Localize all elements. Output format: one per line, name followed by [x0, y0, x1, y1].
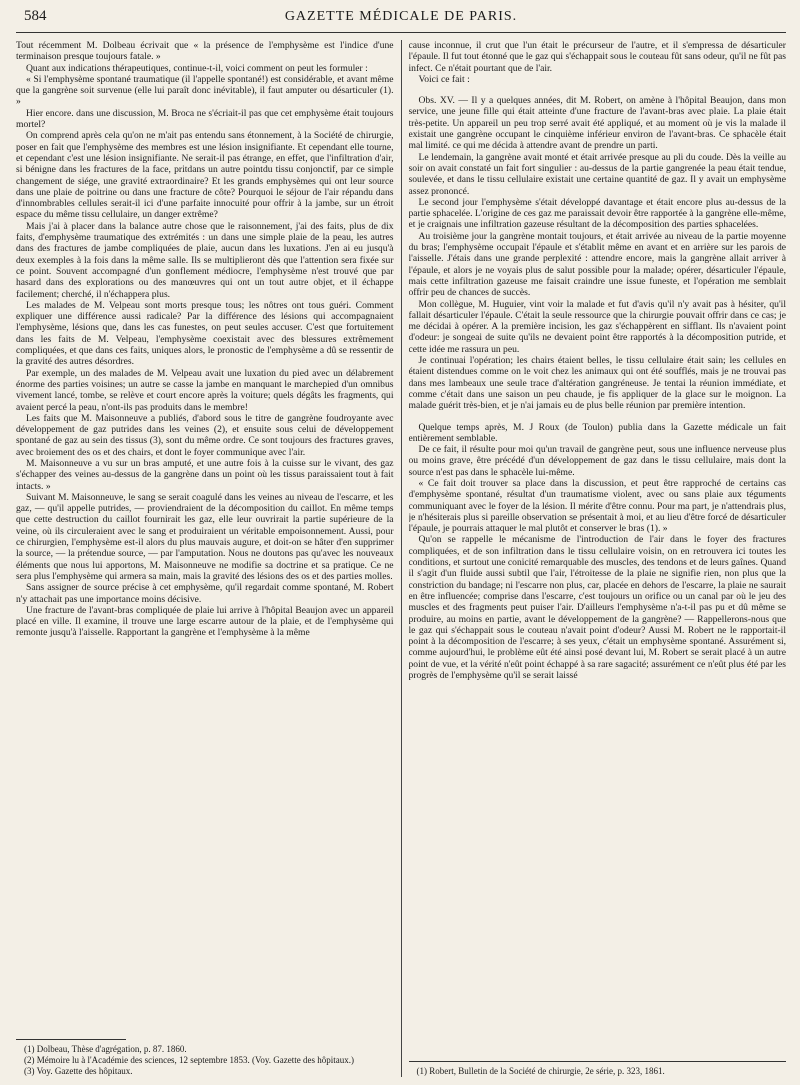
footnote: (1) Robert, Bulletin de la Société de chirurgie, 2e série, p. 323, 1861.	[416, 1066, 665, 1076]
paragraph: M. Maisonneuve a vu sur un bras amputé, et une autre fois à la cuisse sur le vivant, des gaz s'échapper des veines au-dessus de la gangrène dans un point où les tissus paraissaient tout à fait intacts. »	[16, 457, 394, 492]
left-column	[16, 40, 394, 1077]
paragraph: On comprend après cela qu'on ne m'ait pas entendu sans étonnement, à la Société de chirurgie, poser en fait que l'emphysème des membres est une lésion insignifiante. Et cependant elle tourne, et cependant c'est une lésion insignifiante. Ne serait-il pas étrange, en effet, que l'infiltration d'air, si bénigne dans les fractures de la face, pritdans un autre pointdu tissu conjonctif, par ce simple changement de siége, une gravité extraordinaire? Et les grands emphysèmes qui ont leur source dans une plaie de poitrine ou dans une fracture de côte? Pourquoi le séjour de l'air répandu dans d'innombrables cellules serait-il ici d'une parfaite innocuité pour offrir à la jambe, sur un étroit espace du même tissu cellulaire, un danger extrême?	[16, 130, 394, 221]
two-column-body	[16, 40, 786, 1077]
paragraph: Mon collègue, M. Huguier, vint voir la malade et fut d'avis qu'il n'y avait pas à hésiter, qu'il fallait désarticuler l'épaule. C'était la seule ressource que la chirurgie pouvait offrir dans ce cas; je me décidai à opérer. A la première incision, les gaz s'échappèrent en sifflant. Ils n'avaient point d'odeur: je songeai de suite qu'ils ne devaient point être rapportés à la décomposition putride, et cette idée me rassura un peu.	[408, 298, 787, 355]
paragraph: Quant aux indications thérapeutiques, continue-t-il, voici comment on peut les formuler :	[26, 62, 368, 74]
paragraph: Au troisième jour la gangrène montait toujours, et était arrivée au niveau de la partie moyenne du bras; l'emphysème occupait l'épaule et s'établit même en avant et en arrière sur les parois de l'aisselle. J'étais dans une grande perplexité : attendre encore, mais la gangrène allait arriver à l'épaule, et alors je ne voyais plus de salut possible pour la malade; opérer, désarticuler l'épaule, mais cette infiltration gazeuse me faisait craindre une issue funeste, et l'opération me semblait offrir peu de chances de succès.	[408, 230, 787, 299]
footnote-rule	[16, 1039, 126, 1040]
paragraph: Le lendemain, la gangrène avait monté et était arrivée presque au pli du coude. Dès la veille au soir on avait constaté un fait fort singulier : au-dessus de la partie gangrenée la peau était tendue, soulevée, et dans le tissu cellulaire existait une certaine quantité de gaz. Il y avait un emphysème assez prononcé.	[408, 151, 787, 197]
paragraph: cause inconnue, il crut que l'un était le précurseur de l'autre, et il s'empressa de désarticuler l'épaule. Il fut tout étonné que le gaz qui s'échappait sous le couteau fût sans odeur, qu'il ne fût pas infect. Ce n'était pourtant que de l'air.	[408, 40, 787, 74]
footnote: (2) Mémoire lu à l'Académie des sciences, 12 septembre 1853. (Voy. Gazette des hôpitaux.)	[24, 1055, 355, 1065]
quote-paragraph: « Ce fait doit trouver sa place dans la discussion, et peut être rapproché de certains cas d'emphysème spontané, résultat d'un traumatisme violent, avec ou sans plaie aux téguments communiquant avec le foyer de la lésion. Il mérite d'être connu. Pour ma part, je n'attendrais plus, je n'hésiterais plus si pareille observation se présentait à moi, et au lieu d'être forcé de désarticuler l'épaule, je pourrais attaquer le mal plutôt et conserver le bras (1). »	[408, 477, 787, 535]
left-column-text	[16, 40, 394, 639]
paragraph: De ce fait, il résulte pour moi qu'un travail de gangrène peut, sous une influence nerveuse plus ou moins grave, être précédé d'un développement de gaz dans le tissu cellulaire, mais dont la source n'est pas dans le sphacèle lui-même.	[408, 444, 787, 478]
paragraph: Suivant M. Maisonneuve, le sang se serait coagulé dans les veines au niveau de l'escarre, et les gaz, — qu'il appelle putrides, — proviendraient de la décomposition du caillot. En même temps que cette destruction du caillot fournirait les gaz, elle leur ouvrirait la partie supérieure de la veine, où ils circuleraient avec le sang et produiraient un véritable empoisonnement. Aussi, pour ce chirurgien, l'emphysème est-il alors du plus mauvais augure, et doit-on se hâter d'en supprimer la source, — la prétendue source, — par l'amputation. Nous ne doutons pas qu'avec les nouveaux éléments que nous lui apportons, M. Maisonneuve ne modifie sa doctrine et sa pratique. Ce ne sera plus l'emphysème qui armera sa main, mais la gravité des lésions des os et des parties molles.	[16, 491, 394, 582]
paragraph: Hier encore. dans une discussion, M. Broca ne s'écriait-il pas que cet emphysème était toujours mortel?	[16, 107, 394, 131]
paragraph: Une fracture de l'avant-bras compliquée de plaie lui arrive à l'hôpital Beaujon avec un appareil placé en ville. Il examine, il trouve une large escarre autour de la plaie, et de l'emphysème qui remonte jusqu'à l'aisselle. Rapportant la gangrène et l'emphysème à la même	[16, 604, 394, 639]
page-header	[16, 6, 786, 33]
paragraph: Tout récemment M. Dolbeau écrivait que « la présence de l'emphysème est l'indice d'une terminaison presque toujours fatale. »	[16, 40, 394, 63]
paragraph: Qu'on se rappelle le mécanisme de l'introduction de l'air dans le foyer des fractures compliquées, et de son infiltration dans le tissu cellulaire voisin, on en retrouvera ici toutes les conditions, et surtout une conicité remarquable des muscles, des tendons et de leurs gaînes. Quand il s'agit d'un fluide aussi subtil que l'air, l'étroitesse de la plaie ne signifie rien, non plus que la constriction du bandage; ni l'escarre non plus, car, placée en dehors de l'escarre, la plaie ne saurait en être influencée; comprise dans l'escarre, c'est toujours un orifice ou un canal par où le jeu des muscles et des fragments peut puiser l'air. D'ailleurs l'emphysème n'a-t-il pas pu et dû même se produire, au moins en partie, avant le développement de la gangrène? — Rappellerons-nous que le gaz qui s'échappait sous le couteau n'avait point d'odeur? Aussi M. Robert ne le rapportait-il point à la décomposition de l'escarre; à ses yeux, c'était un emphysème spontané. Assurément si, comme aujourd'hui, le problème eût été ainsi posé devant lui, M. Robert se serait placé à un autre point de vue, et la vérité n'eût point échappé à sa rare sagacité; assurément ce n'eût plus été par les progrès de l'emphysème qu'il se serait laissé	[408, 534, 787, 682]
quote-paragraph: « Si l'emphysème spontané traumatique (il l'appelle spontané!) est considérable, et avant même que la gangrène soit survenue (elle lui paraît donc inévitable), il faut amputer ou désarticuler (1). »	[16, 73, 394, 108]
paragraph: Voici ce fait :	[418, 73, 470, 85]
paragraph: Par exemple, un des malades de M. Velpeau avait une luxation du pied avec un délabrement énorme des parties voisines; un autre se casse la jambe en manquant le marchepied d'un omnibus vivement lancé, tombe, se relève et court encore après la voiture; quels dégâts les fragments, qui avaient percé la peau, n'ont-ils pas produits dans le membre!	[16, 367, 394, 413]
right-column	[409, 40, 787, 1077]
right-footnotes	[409, 1061, 787, 1077]
paragraph: Je continuai l'opération; les chairs étaient belles, le tissu cellulaire était sain; les cellules en étaient distendues comme on le voit chez les animaux qui ont été soufflés, mais je ne trouvai pas dans mes lambeaux une seule trace d'altération gangréneuse. Je tentai la réunion immédiate, et comme c'était dans une saison un peu chaude, je fis appliquer de la glace sur le moignon. La malade guérit très-bien, et je n'ai jamais eu de plus belle réunion par première intention.	[408, 355, 787, 412]
paragraph: Les faits que M. Maisonneuve a publiés, d'abord sous le titre de gangrène foudroyante avec développement de gaz putrides dans les veines (2), et ensuite sous celui de développement spontané de gaz au sein des tissus (3), sont du même ordre. Ce sont toujours des fractures graves, avec broiement des os et des chairs, et dont le foyer communique avec l'air.	[16, 412, 394, 458]
footnote: (3) Voy. Gazette des hôpitaux.	[24, 1066, 133, 1076]
paragraph: Les malades de M. Velpeau sont morts presque tous; les nôtres ont tous guéri. Comment expliquer une différence aussi radicale? Par la différence des lésions qui accompagnaient l'emphysème, lésions que, dans les cas funestes, on peut seules accuser. C'est que fortuitement dans les faits de M. Velpeau, l'emphysème coexistait avec des blessures extrêmement compliquées, et que dans ces faits, uniques alors, le pronostic de l'emphysème a dû se ressentir de la gravité des autres désordres.	[16, 299, 394, 368]
right-column-text	[409, 40, 787, 681]
paragraph: Quelque temps après, M. J Roux (de Toulon) publia dans la Gazette médicale un fait entièrement semblable.	[408, 421, 787, 444]
left-footnotes	[16, 1039, 394, 1077]
column-divider	[401, 40, 402, 1077]
paragraph: Le second jour l'emphysème s'était développé davantage et était encore plus au-dessus de la partie sphacelée. L'origine de ces gaz me paraissait devoir être rapportée à la gangrène elle-même, et je craignais une infiltration gazeuse résultant de la décomposition des parties sphacelées.	[408, 196, 787, 231]
paragraph: Sans assigner de source précise à cet emphysème, qu'il regardait comme spontané, M. Robert n'y attachait pas une importance moins décisive.	[16, 582, 394, 605]
page-number: 584	[24, 8, 47, 24]
paragraph: Mais j'ai à placer dans la balance autre chose que le raisonnement, j'ai des faits, plus de dix faits, d'emphysème traumatique des extrémités : un dans une simple plaie de la peau, les autres dans des fractures de jambe compliquées de plaie, aucun dans les luxations. J'en ai eu jusqu'à deux exemples à la fois dans la même salle. Ils se multiplieront dès que l'attention sera fixée sur ce point. Souvent accompagné d'un gonflement médiocre, l'emphysème n'est trouvé que par hasard dans des explorations ou des manœuvres qui ont un tout autre objet, et il échappe facilement; cherché, il n'échappera plus.	[16, 220, 394, 300]
running-title: GAZETTE MÉDICALE DE PARIS.	[284, 9, 518, 24]
observation-paragraph: Obs. XV. — Il y a quelques années, dit M. Robert, on amène à l'hôpital Beaujon, dans mon service, une jeune fille qui était atteinte d'une fracture de l'avant-bras avec plaie. La plaie était très-petite. Un appareil un peu trop serré avait été appliqué, et au moment où je vis la malade il existait une gangrène occupant le cinquième inférieur environ de l'avant-bras. Ce sphacèle était mal limité. ce qui me décida à attendre avant de prendre un parti.	[408, 95, 787, 152]
footnote: (1) Dolbeau, Thèse d'agrégation, p. 87. 1860.	[24, 1044, 187, 1054]
footnote-rule	[409, 1061, 787, 1062]
